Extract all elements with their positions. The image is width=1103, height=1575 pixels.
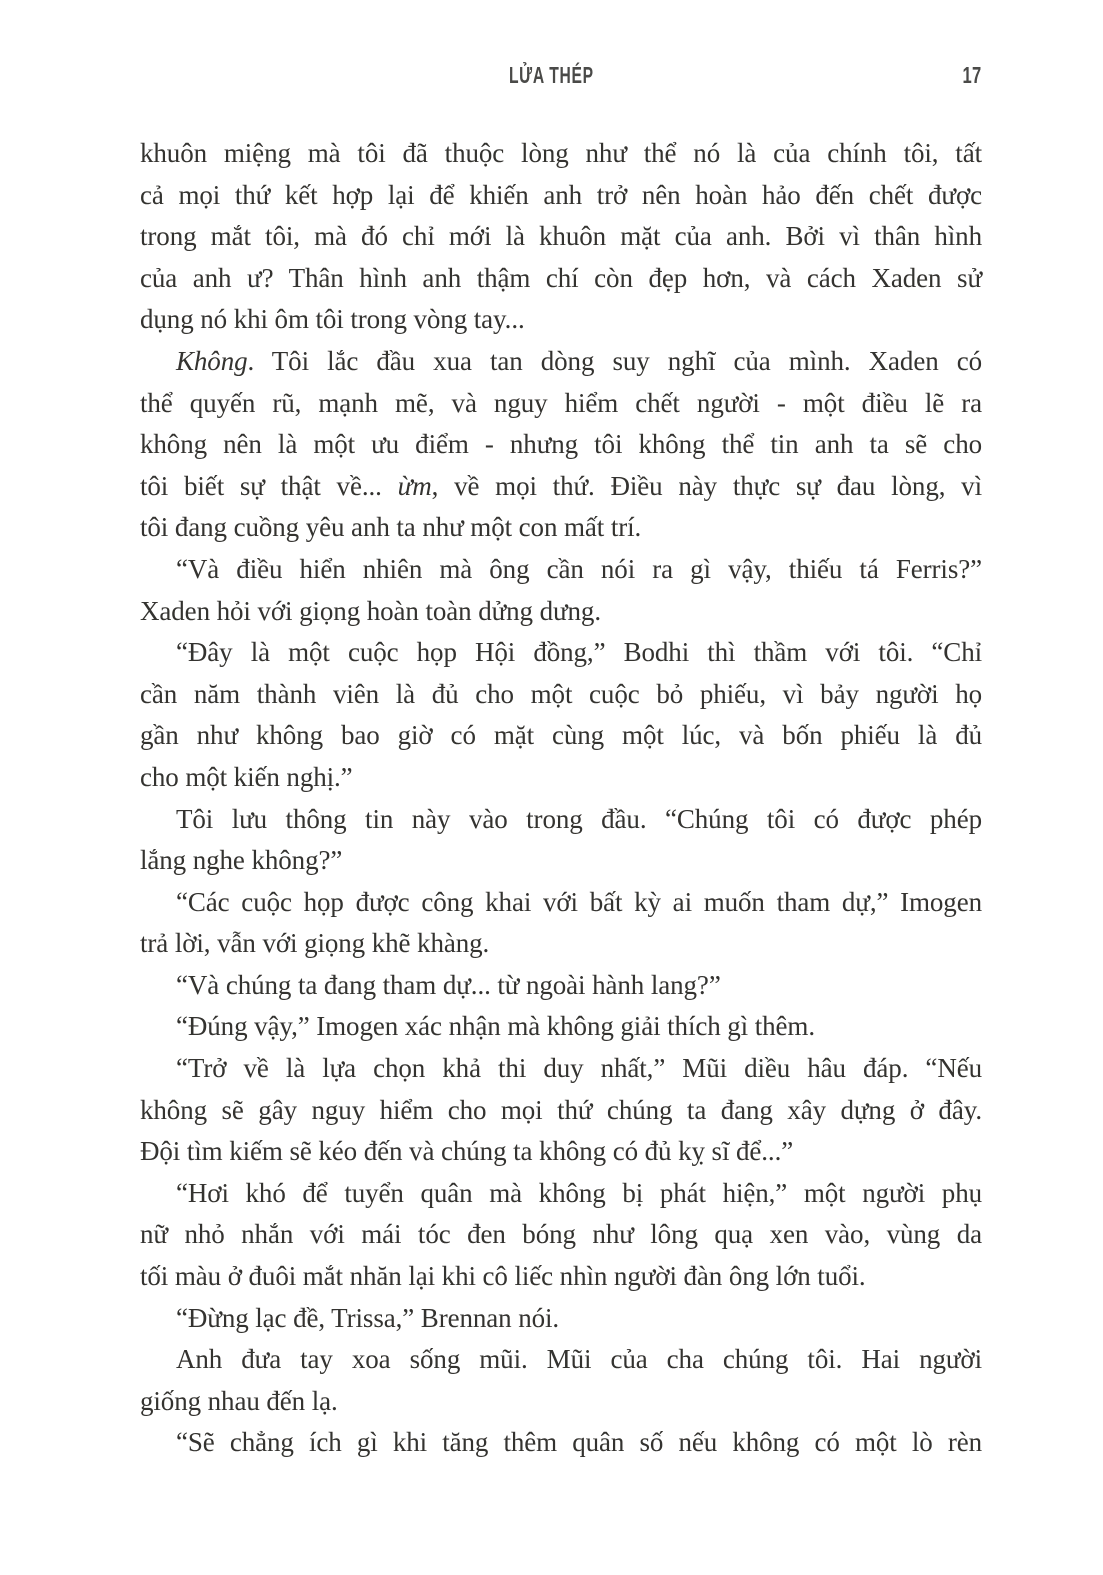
text-line: “Và chúng ta đang tham dự... từ ngoài hành lang?” (176, 969, 721, 1000)
page-number: 17 (962, 62, 982, 88)
text-line: “Trở về là lựa chọn khả thi duy nhất,” Mũi diều hâu đáp. “Nếu (176, 1053, 982, 1084)
text-line: gần như không bao giờ có mặt cùng một lúc, và bốn phiếu là đủ (140, 720, 982, 751)
text-line: Đội tìm kiếm sẽ kéo đến và chúng ta không có đủ kỵ sĩ để...” (140, 1136, 794, 1167)
text-line: cho một kiến nghị.” (140, 761, 353, 792)
running-header (0, 62, 1103, 90)
text-line: trả lời, vẫn với giọng khẽ khàng. (140, 928, 490, 959)
text-line: tôi biết sự thật về... ừm, về mọi thứ. Điều này thực sự đau lòng, vì (140, 470, 982, 501)
text-line: của anh ư? Thân hình anh thậm chí còn đẹp hơn, và cách Xaden sử (140, 262, 982, 293)
text-line: trong mắt tôi, mà đó chỉ mới là khuôn mặt của anh. Bởi vì thân hình (140, 221, 982, 252)
text-line: lắng nghe không?” (140, 845, 343, 876)
text-line: dụng nó khi ôm tôi trong vòng tay... (140, 304, 525, 335)
text-line: cả mọi thứ kết hợp lại để khiến anh trở nên hoàn hảo đến chết được (140, 179, 982, 210)
text-line: thể quyến rũ, mạnh mẽ, và nguy hiểm chết người - một điều lẽ ra (140, 387, 982, 418)
text-line: tôi đang cuồng yêu anh ta như một con mất trí. (140, 512, 642, 543)
text-line: “Đúng vậy,” Imogen xác nhận mà không giải thích gì thêm. (176, 1011, 815, 1042)
text-line: cần năm thành viên là đủ cho một cuộc bỏ phiếu, vì bảy người họ (140, 678, 982, 709)
body-text (140, 133, 982, 1464)
text-line: Tôi lưu thông tin này vào trong đầu. “Chúng tôi có được phép (176, 803, 982, 834)
text-line: Xaden hỏi với giọng hoàn toàn dửng dưng. (140, 595, 601, 626)
book-title-header: LỬA THÉP (509, 62, 594, 88)
text-line: “Đừng lạc đề, Trissa,” Brennan nói. (176, 1302, 560, 1333)
text-line: giống nhau đến lạ. (140, 1385, 338, 1416)
text-line: “Hơi khó để tuyển quân mà không bị phát hiện,” một người phụ (176, 1177, 982, 1208)
text-line: tối màu ở đuôi mắt nhăn lại khi cô liếc nhìn người đàn ông lớn tuổi. (140, 1261, 866, 1292)
text-line: “Đây là một cuộc họp Hội đồng,” Bodhi thì thầm với tôi. “Chỉ (176, 637, 982, 668)
text-line: Không. Tôi lắc đầu xua tan dòng suy nghĩ của mình. Xaden có (176, 345, 982, 376)
text-line: không nên là một ưu điểm - nhưng tôi không thể tin anh ta sẽ cho (140, 429, 982, 460)
text-line: nữ nhỏ nhắn với mái tóc đen bóng như lông quạ xen vào, vùng da (140, 1219, 982, 1250)
text-line: không sẽ gây nguy hiểm cho mọi thứ chúng ta đang xây dựng ở đây. (140, 1094, 982, 1125)
text-line: “Các cuộc họp được công khai với bất kỳ ai muốn tham dự,” Imogen (176, 886, 982, 917)
text-line: Anh đưa tay xoa sống mũi. Mũi của cha chúng tôi. Hai người (176, 1344, 982, 1375)
text-line: “Và điều hiển nhiên mà ông cần nói ra gì vậy, thiếu tá Ferris?” (176, 553, 982, 584)
text-line: “Sẽ chẳng ích gì khi tăng thêm quân số nếu không có một lò rèn (176, 1427, 982, 1458)
text-line: khuôn miệng mà tôi đã thuộc lòng như thể nó là của chính tôi, tất (140, 138, 982, 168)
